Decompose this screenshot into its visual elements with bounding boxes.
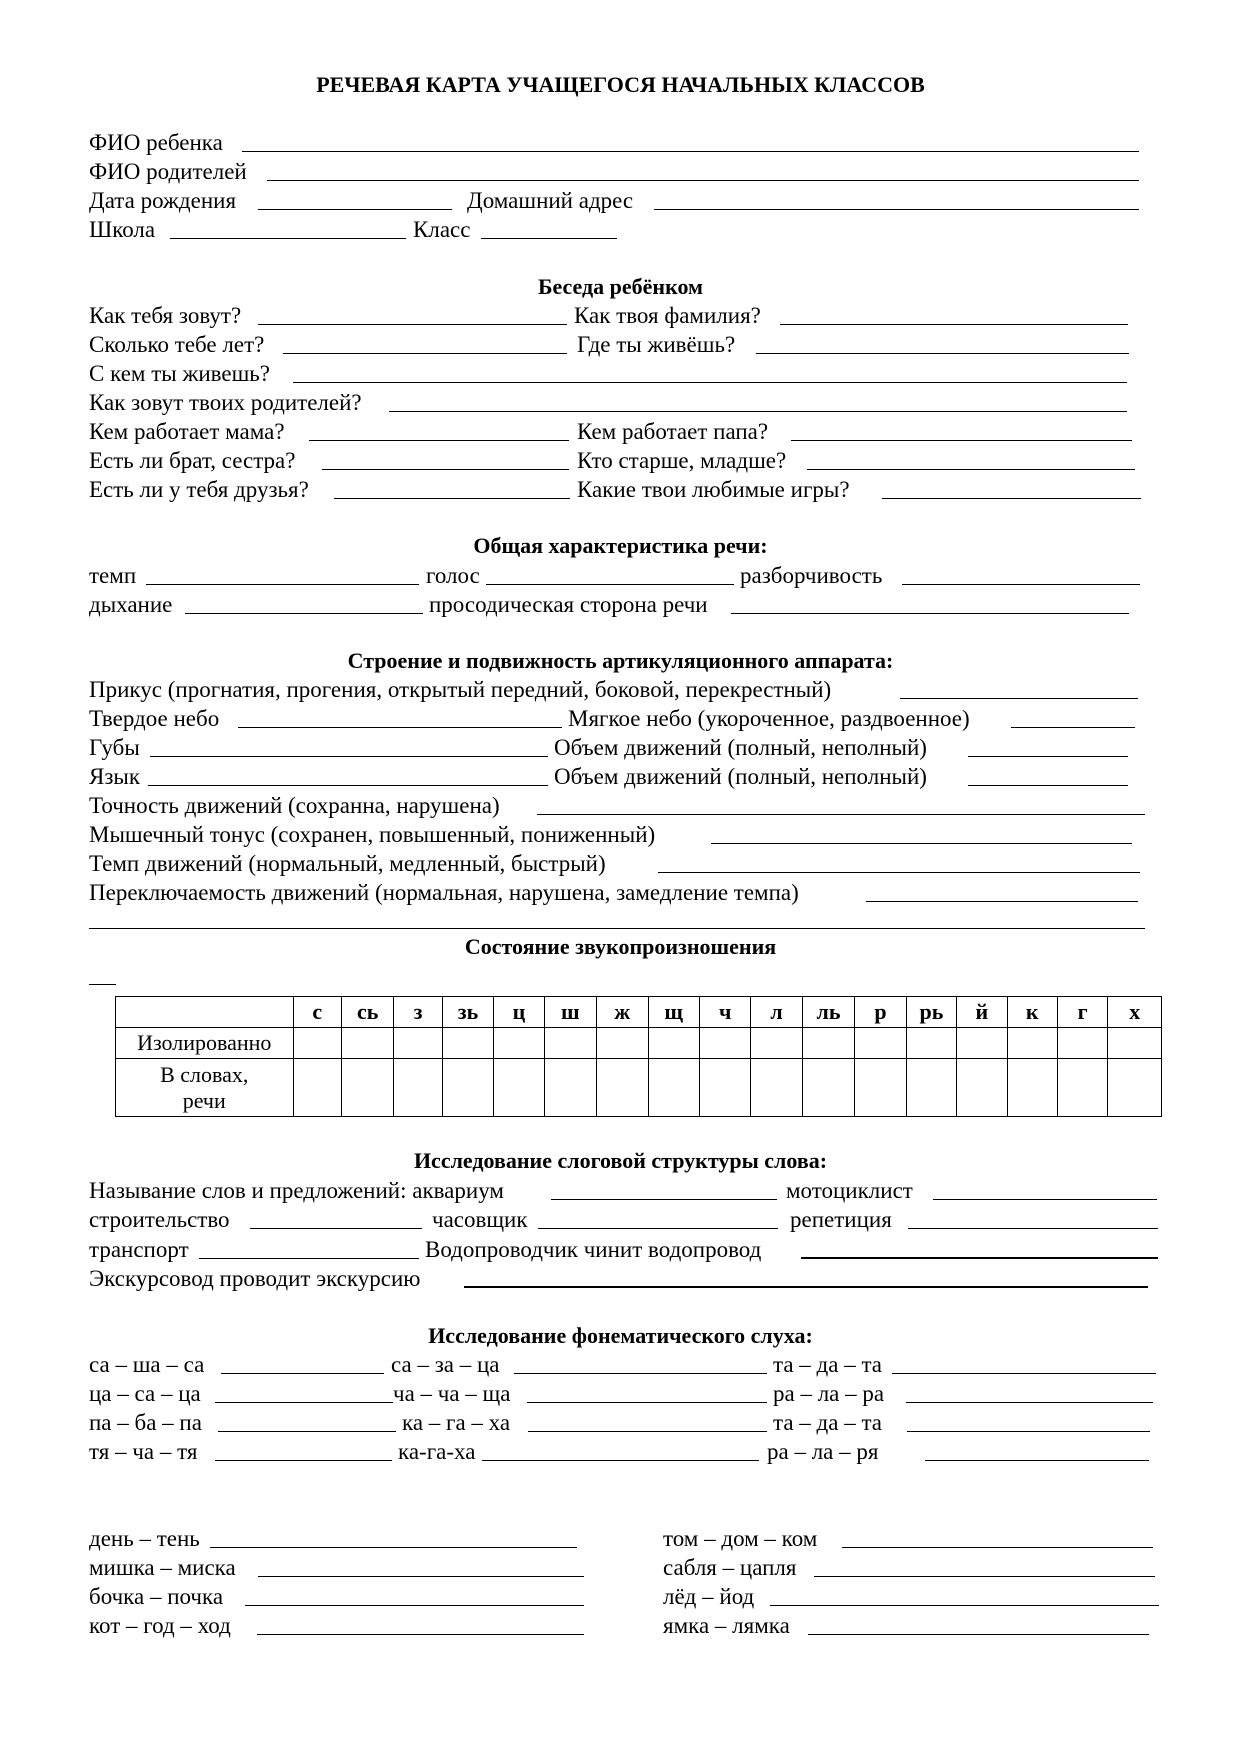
phonemic-field[interactable] bbox=[906, 1381, 1153, 1403]
hard-palate-label: Твердое небо bbox=[89, 706, 220, 731]
table-cell[interactable] bbox=[957, 1059, 1007, 1117]
prosody-label: просодическая сторона речи bbox=[429, 592, 708, 617]
phonemic-field[interactable] bbox=[892, 1352, 1156, 1374]
soft-palate-field[interactable] bbox=[1011, 706, 1135, 728]
construction-label: строительство bbox=[89, 1207, 230, 1232]
phonemic-field[interactable] bbox=[925, 1439, 1149, 1461]
table-cell[interactable] bbox=[906, 1059, 956, 1117]
table-cell[interactable] bbox=[597, 1059, 648, 1117]
tongue-field[interactable] bbox=[148, 764, 548, 786]
bite-field[interactable] bbox=[900, 677, 1138, 699]
q-siblings-field[interactable] bbox=[322, 448, 569, 470]
table-cell[interactable] bbox=[751, 1028, 802, 1059]
intelligibility-label: разборчивость bbox=[740, 563, 883, 588]
table-cell[interactable] bbox=[906, 1028, 956, 1059]
phonemic-item: ра – ла – ря bbox=[767, 1439, 879, 1464]
q-live-where-label: Где ты живёшь? bbox=[577, 332, 736, 357]
table-cell[interactable] bbox=[442, 1059, 493, 1117]
phonemic-item: са – ша – са bbox=[89, 1352, 205, 1377]
movement-tempo-label: Темп движений (нормальный, медленный, быстрый) bbox=[89, 851, 606, 876]
table-cell[interactable] bbox=[855, 1028, 906, 1059]
soft-palate-label: Мягкое небо (укороченное, раздвоенное) bbox=[568, 706, 970, 731]
table-cell[interactable] bbox=[802, 1059, 854, 1117]
sound-header: к bbox=[1007, 997, 1057, 1028]
q-parents-names-field[interactable] bbox=[389, 390, 1127, 412]
word-pair-item: мишка – миска bbox=[89, 1555, 236, 1580]
speech-heading: Общая характеристика речи: bbox=[473, 533, 768, 558]
sound-header: ж bbox=[597, 997, 648, 1028]
table-header-row bbox=[116, 997, 1162, 1028]
home-address-field[interactable] bbox=[654, 188, 1139, 210]
q-surname-field[interactable] bbox=[780, 303, 1128, 325]
sound-header: р bbox=[855, 997, 906, 1028]
table-cell[interactable] bbox=[494, 1028, 544, 1059]
phonemic-field[interactable] bbox=[482, 1439, 759, 1461]
school-label: Школа bbox=[89, 217, 156, 242]
child-name-field[interactable] bbox=[242, 130, 1139, 152]
muscle-tone-label: Мышечный тонус (сохранен, повышенный, пониженный) bbox=[89, 822, 656, 847]
school-field[interactable] bbox=[170, 217, 406, 239]
table-cell[interactable] bbox=[442, 1028, 493, 1059]
word-pair-field[interactable] bbox=[257, 1613, 584, 1635]
sound-header: ш bbox=[544, 997, 596, 1028]
table-cell[interactable] bbox=[699, 1059, 750, 1117]
q-friends-label: Есть ли у тебя друзья? bbox=[89, 477, 309, 502]
sound-header: з bbox=[394, 997, 442, 1028]
phonemic-item: ка-га-ха bbox=[398, 1439, 476, 1464]
tongue-label: Язык bbox=[89, 764, 141, 789]
bite-label: Прикус (прогнатия, прогения, открытый передний, боковой, перекрестный) bbox=[89, 677, 832, 702]
sound-header: ч bbox=[699, 997, 750, 1028]
parents-name-field[interactable] bbox=[267, 159, 1139, 181]
guide-label: Экскурсовод проводит экскурсию bbox=[89, 1266, 421, 1291]
birth-date-label: Дата рождения bbox=[89, 188, 237, 213]
articulation-extra-line[interactable] bbox=[89, 907, 1145, 929]
word-pair-field[interactable] bbox=[245, 1584, 584, 1606]
table-row bbox=[116, 1059, 1162, 1117]
transport-field[interactable] bbox=[199, 1237, 419, 1259]
word-pair-field[interactable] bbox=[258, 1555, 584, 1577]
q-age-field[interactable] bbox=[283, 332, 567, 354]
q-name-label: Как тебя зовут? bbox=[89, 303, 242, 328]
word-pair-field[interactable] bbox=[842, 1526, 1153, 1548]
q-games-field[interactable] bbox=[882, 477, 1141, 499]
q-friends-field[interactable] bbox=[334, 477, 570, 499]
sound-header: щ bbox=[648, 997, 699, 1028]
articulation-heading: Строение и подвижность артикуляционного аппарата: bbox=[347, 648, 894, 673]
voice-field[interactable] bbox=[486, 563, 734, 585]
table-cell[interactable] bbox=[957, 1028, 1007, 1059]
phonemic-field[interactable] bbox=[514, 1352, 767, 1374]
word-pair-item: сабля – цапля bbox=[663, 1555, 797, 1580]
q-name-field[interactable] bbox=[258, 303, 567, 325]
table-cell[interactable] bbox=[802, 1028, 854, 1059]
phonemic-field[interactable] bbox=[215, 1439, 392, 1461]
word-pair-field[interactable] bbox=[814, 1555, 1155, 1577]
rehearsal-label: репетиция bbox=[790, 1207, 892, 1232]
q-games-label: Какие твои любимые игры? bbox=[577, 477, 850, 502]
home-address-label: Домашний адрес bbox=[467, 188, 634, 213]
lips-label: Губы bbox=[89, 735, 140, 760]
breathing-label: дыхание bbox=[89, 592, 173, 617]
q-surname-label: Как твоя фамилия? bbox=[574, 303, 761, 328]
sound-header: л bbox=[751, 997, 802, 1028]
phonemic-item: ча – ча – ща bbox=[393, 1381, 511, 1406]
phonemic-field[interactable] bbox=[218, 1410, 396, 1432]
table-cell[interactable] bbox=[597, 1028, 648, 1059]
page-title: РЕЧЕВАЯ КАРТА УЧАЩЕГОСЯ НАЧАЛЬНЫХ КЛАССОВ bbox=[316, 72, 925, 97]
phonemic-item: ра – ла – ра bbox=[773, 1381, 885, 1406]
tongue-range-label: Объем движений (полный, неполный) bbox=[554, 764, 927, 789]
guide-field[interactable] bbox=[464, 1265, 1148, 1288]
table-corner-cell bbox=[116, 997, 294, 1028]
switching-label: Переключаемость движений (нормальная, нарушена, замедление темпа) bbox=[89, 880, 799, 905]
syllables-intro-label: Называние слов и предложений: аквариум bbox=[89, 1178, 504, 1203]
precision-field[interactable] bbox=[537, 793, 1145, 815]
parents-name-label: ФИО родителей bbox=[89, 159, 247, 184]
tongue-range-field[interactable] bbox=[968, 764, 1128, 786]
intelligibility-field[interactable] bbox=[902, 563, 1140, 585]
phonemic-field[interactable] bbox=[221, 1352, 384, 1374]
transport-label: транспорт bbox=[89, 1237, 189, 1262]
muscle-tone-field[interactable] bbox=[711, 822, 1132, 844]
word-pair-item: лёд – йод bbox=[663, 1584, 755, 1609]
q-parents-names-label: Как зовут твоих родителей? bbox=[89, 390, 362, 415]
sounds-lead-line bbox=[89, 963, 116, 985]
syllables-heading: Исследование слоговой структуры слова: bbox=[413, 1148, 828, 1173]
table-cell[interactable] bbox=[1057, 1028, 1107, 1059]
sound-header: с bbox=[293, 997, 341, 1028]
plumber-label: Водопроводчик чинит водопровод bbox=[425, 1237, 762, 1262]
phonemic-item: ца – са – ца bbox=[89, 1381, 201, 1406]
phonemic-item: та – да – та bbox=[773, 1352, 882, 1377]
q-older-younger-label: Кто старше, младше? bbox=[577, 448, 787, 473]
sound-header: й bbox=[957, 997, 1007, 1028]
sound-header: г bbox=[1057, 997, 1107, 1028]
row-label-isolated: Изолированно bbox=[116, 1028, 294, 1059]
phonemic-field[interactable] bbox=[527, 1381, 767, 1403]
phonemic-field[interactable] bbox=[907, 1410, 1150, 1432]
table-cell[interactable] bbox=[494, 1059, 544, 1117]
word-pair-item: бочка – почка bbox=[89, 1584, 224, 1609]
motorcyclist-label: мотоциклист bbox=[786, 1178, 913, 1203]
q-mother-job-label: Кем работает мама? bbox=[89, 419, 285, 444]
q-live-where-field[interactable] bbox=[756, 332, 1129, 354]
plumber-field[interactable] bbox=[801, 1236, 1158, 1259]
phonemic-field[interactable] bbox=[528, 1410, 767, 1432]
aquarium-field[interactable] bbox=[551, 1178, 777, 1200]
birth-date-field[interactable] bbox=[258, 188, 452, 210]
sound-header: ц bbox=[494, 997, 544, 1028]
phonemic-item: тя – ча – тя bbox=[89, 1439, 198, 1464]
watchmaker-label: часовщик bbox=[432, 1207, 528, 1232]
table-cell[interactable] bbox=[394, 1028, 442, 1059]
word-pair-field[interactable] bbox=[808, 1613, 1149, 1635]
q-father-job-label: Кем работает папа? bbox=[577, 419, 769, 444]
prosody-field[interactable] bbox=[731, 592, 1129, 614]
tempo-field[interactable] bbox=[146, 563, 419, 585]
class-label: Класс bbox=[413, 217, 471, 242]
row-label-words: В словах, речи bbox=[116, 1059, 294, 1117]
phonemic-field[interactable] bbox=[215, 1381, 393, 1403]
table-cell[interactable] bbox=[1007, 1028, 1057, 1059]
class-field[interactable] bbox=[481, 217, 617, 239]
table-row bbox=[116, 1028, 1162, 1059]
construction-field[interactable] bbox=[250, 1207, 422, 1229]
voice-label: голос bbox=[426, 563, 480, 588]
word-pair-item: том – дом – ком bbox=[663, 1526, 818, 1551]
sound-header: зь bbox=[442, 997, 493, 1028]
phonemic-item: са – за – ца bbox=[391, 1352, 500, 1377]
lips-field[interactable] bbox=[150, 735, 548, 757]
table-cell[interactable] bbox=[751, 1059, 802, 1117]
word-pair-item: день – тень bbox=[89, 1526, 200, 1551]
breathing-field[interactable] bbox=[185, 592, 423, 614]
table-cell[interactable] bbox=[341, 1059, 393, 1117]
q-live-with-field[interactable] bbox=[293, 361, 1127, 383]
hard-palate-field[interactable] bbox=[238, 706, 562, 728]
word-pair-field[interactable] bbox=[770, 1584, 1159, 1606]
sounds-heading: Состояние звукопроизношения bbox=[464, 934, 777, 959]
table-cell[interactable] bbox=[293, 1028, 341, 1059]
switching-field[interactable] bbox=[866, 880, 1138, 902]
child-name-label: ФИО ребенка bbox=[89, 130, 223, 155]
rehearsal-field[interactable] bbox=[908, 1207, 1158, 1229]
sound-pronunciation-table bbox=[115, 996, 1162, 1117]
table-cell[interactable] bbox=[1108, 1059, 1162, 1117]
watchmaker-field[interactable] bbox=[538, 1207, 778, 1229]
q-live-with-label: С кем ты живешь? bbox=[89, 361, 271, 386]
phonemic-item: та – да – та bbox=[773, 1410, 882, 1435]
table-cell[interactable] bbox=[1057, 1059, 1107, 1117]
word-pair-field[interactable] bbox=[210, 1526, 577, 1548]
q-father-job-field[interactable] bbox=[791, 419, 1132, 441]
sound-header: сь bbox=[341, 997, 393, 1028]
lips-range-label: Объем движений (полный, неполный) bbox=[554, 735, 927, 760]
table-cell[interactable] bbox=[544, 1059, 596, 1117]
table-cell[interactable] bbox=[293, 1059, 341, 1117]
lips-range-field[interactable] bbox=[968, 735, 1128, 757]
table-cell[interactable] bbox=[1007, 1059, 1057, 1117]
q-older-younger-field[interactable] bbox=[807, 448, 1135, 470]
sound-header: х bbox=[1108, 997, 1162, 1028]
word-pair-item: кот – год – ход bbox=[89, 1613, 231, 1638]
table-cell[interactable] bbox=[544, 1028, 596, 1059]
q-mother-job-field[interactable] bbox=[309, 419, 569, 441]
table-cell[interactable] bbox=[341, 1028, 393, 1059]
sound-header: рь bbox=[906, 997, 956, 1028]
table-cell[interactable] bbox=[394, 1059, 442, 1117]
sound-header: ль bbox=[802, 997, 854, 1028]
q-siblings-label: Есть ли брат, сестра? bbox=[89, 448, 296, 473]
table-cell[interactable] bbox=[1108, 1028, 1162, 1059]
phonemic-item: па – ба – па bbox=[89, 1410, 202, 1435]
precision-label: Точность движений (сохранна, нарушена) bbox=[89, 793, 500, 818]
phonemic-item: ка – га – ха bbox=[402, 1410, 511, 1435]
table-cell[interactable] bbox=[699, 1028, 750, 1059]
movement-tempo-field[interactable] bbox=[658, 851, 1140, 873]
motorcyclist-field[interactable] bbox=[933, 1178, 1157, 1200]
table-cell[interactable] bbox=[648, 1028, 699, 1059]
table-cell[interactable] bbox=[648, 1059, 699, 1117]
word-pair-item: ямка – лямка bbox=[663, 1613, 790, 1638]
phonemic-heading: Исследование фонематического слуха: bbox=[428, 1323, 813, 1348]
table-cell[interactable] bbox=[855, 1059, 906, 1117]
conversation-heading: Беседа ребёнком bbox=[537, 274, 704, 299]
tempo-label: темп bbox=[89, 563, 137, 588]
q-age-label: Сколько тебе лет? bbox=[89, 332, 265, 357]
